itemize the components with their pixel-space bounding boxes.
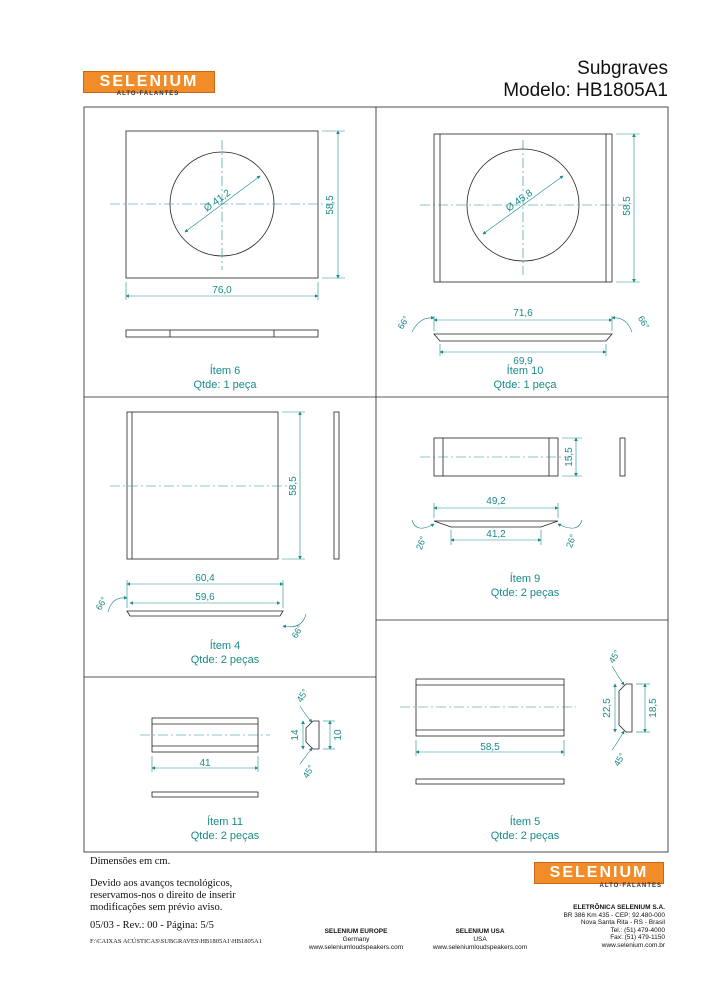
company-name: ELETRÔNICA SELENIUM S.A.	[573, 904, 665, 911]
item5-dim-side: 18,5	[648, 698, 659, 718]
item4-dim-top: 60,4	[195, 573, 215, 584]
file-path: F:\CAIXAS ACÚSTICAS\SUBGRAVES\HB1805A1\HB1805A1	[90, 938, 262, 945]
item6-name: Ítem 6	[209, 365, 241, 377]
item9-drawing	[434, 438, 625, 527]
item4-angle-right: 66°	[289, 623, 306, 640]
address-line-2: Nova Santa Rita - RS - Brasil	[580, 919, 665, 926]
item6-dim-diameter: Ø 41,2	[202, 187, 233, 215]
item9-qty: Qtde: 2 peças	[490, 587, 560, 599]
disclaimer-line-1: Devido aos avanços tecnológicos,	[90, 878, 233, 889]
usa-country: USA	[473, 936, 487, 943]
europe-url[interactable]: www.seleniumloudspeakers.com	[308, 944, 404, 951]
item6-dim-height: 58,5	[325, 195, 336, 215]
item10-dim-bottom: 69,9	[513, 356, 533, 367]
address-line-1: BR 386 Km 435 - CEP: 92.480-000	[563, 911, 665, 919]
item5-angle-top: 45°	[606, 648, 623, 665]
item9-caption	[430, 572, 620, 600]
item10-dim-height: 58,5	[622, 196, 633, 216]
company-site[interactable]: www.selenium.com.br	[601, 941, 665, 949]
item4-angle-left: 66°	[93, 595, 110, 612]
item9-angle-right: 26°	[564, 532, 579, 550]
logo-footer-subtitle: ALTO-FALANTES	[599, 883, 662, 889]
item4-qty: Qtde: 2 peças	[190, 654, 260, 666]
disclaimer	[90, 878, 236, 914]
item6-caption	[130, 364, 320, 392]
page-title-line1: Subgraves	[577, 58, 668, 79]
company-tel: Tel.: (51) 479-4000	[610, 926, 665, 934]
item10-caption	[430, 364, 620, 392]
disclaimer-line-2: reservamos-nos o direito de inserir	[90, 890, 236, 901]
selenium-logo-footer: SELENIUM	[534, 862, 664, 884]
item9-dim-height: 15,5	[564, 447, 575, 467]
item9-angle-left: 26°	[414, 534, 429, 552]
item11-dim-width: 41	[199, 758, 211, 769]
item11-dim-height: 14	[290, 729, 301, 741]
page-title-line2: Modelo: HB1805A1	[503, 80, 668, 101]
company-fax: Fax: (51) 479-1150	[610, 934, 665, 941]
item10-angle-right: 66°	[635, 314, 652, 331]
item10-dim-diameter: Ø 45,8	[504, 187, 535, 215]
item6-qty: Qtde: 1 peça	[193, 379, 257, 391]
item10-qty: Qtde: 1 peça	[493, 379, 557, 391]
item9-name: Ítem 9	[509, 573, 541, 585]
item10-dim-top: 71,6	[513, 308, 533, 319]
company-contact	[540, 904, 665, 949]
item4-dim-height: 58,5	[288, 476, 299, 496]
europe-title: SELENIUM EUROPE	[324, 928, 388, 935]
revision-info: 05/03 - Rev.: 00 - Página: 5/5	[90, 920, 214, 931]
item9-dim-bottom: 41,2	[486, 529, 506, 540]
item10-angle-left: 66°	[395, 314, 412, 331]
europe-contact	[296, 928, 416, 952]
europe-country: Germany	[342, 936, 370, 943]
item11-name: Ítem 11	[207, 816, 243, 828]
item11-caption	[130, 815, 320, 843]
item9-dim-top: 49,2	[486, 496, 506, 507]
item5-dim-width: 58,5	[480, 742, 500, 753]
item10-name: Ítem 10	[506, 365, 544, 377]
units-note: Dimensões em cm.	[90, 856, 171, 867]
item5-drawing	[416, 679, 632, 784]
usa-title: SELENIUM USA	[455, 928, 505, 935]
item11-qty: Qtde: 2 peças	[190, 830, 260, 842]
disclaimer-line-3: modificações sem prévio aviso.	[90, 902, 223, 913]
item11-angle-bottom: 45°	[300, 763, 317, 780]
item11-angle-top: 45°	[294, 687, 311, 704]
item4-dim-bottom: 59,6	[195, 592, 215, 603]
item11-dim-side: 10	[333, 729, 344, 741]
item5-name: Ítem 5	[509, 816, 541, 828]
selenium-logo: SELENIUM	[83, 71, 215, 93]
item4-drawing	[127, 412, 339, 616]
item5-qty: Qtde: 2 peças	[490, 830, 560, 842]
item4-caption	[130, 639, 320, 667]
usa-url[interactable]: www.seleniumloudspeakers.com	[432, 944, 528, 951]
item4-name: Ítem 4	[209, 640, 241, 652]
item5-angle-bottom: 45°	[611, 751, 628, 768]
usa-contact	[420, 928, 540, 952]
item6-dim-width: 76,0	[212, 285, 232, 296]
item5-dim-height: 22,5	[602, 698, 613, 718]
item5-caption	[430, 815, 620, 843]
logo-subtitle: ALTO-FALANTES	[116, 91, 180, 97]
